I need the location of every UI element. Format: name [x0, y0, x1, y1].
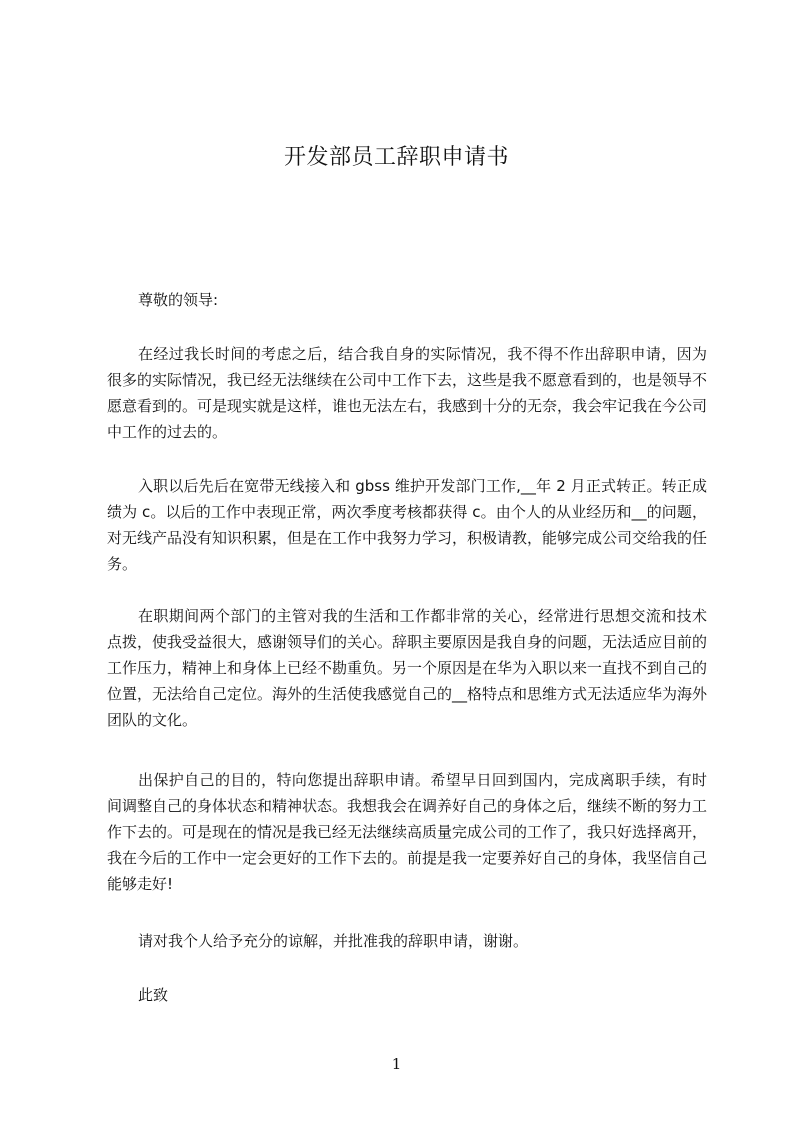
paragraph-1: 在经过我长时间的考虑之后，结合我自身的实际情况，我不得不作出辞职申请，因为很多的实际情况，我已经无法继续在公司中工作下去，这些是我不愿意看到的，也是领导不愿意看到的。可是现实就是这样，谁也无法左右，我感到十分的无奈，我会牢记我在今公司中工作的过去的。	[107, 345, 708, 441]
paragraph-2: 入职以后先后在宽带无线接入和 gbss 维护开发部门工作,__年 2 月正式转正。转正成绩为 c。以后的工作中表现正常，两次季度考核都获得 c。由个人的从业经历和__的问题，对无线产品没有知识积累，但是在工作中我努力学习，积极请教，能够完成公司交给我的任务。	[107, 477, 708, 573]
paragraph-5: 请对我个人给予充分的谅解，并批准我的辞职申请，谢谢。	[138, 932, 529, 950]
salutation: 尊敬的领导:	[138, 291, 219, 309]
paragraph-3: 在职期间两个部门的主管对我的生活和工作都非常的关心，经常进行思想交流和技术点拨，使我受益很大，感谢领导们的关心。辞职主要原因是我自身的问题，无法适应目前的工作压力，精神上和身体上已经不勘重负。另一个原因是在华为入职以来一直找不到自己的位置，无法给自己定位。海外的生活使我感觉自己的__格特点和思维方式无法适应华为海外团队的文化。	[107, 607, 708, 729]
closing-line: 此致	[138, 986, 169, 1004]
document-title: 开发部员工辞职申请书	[283, 145, 509, 170]
page-number: 1	[391, 1055, 402, 1073]
paragraph-4: 出保护自己的目的，特向您提出辞职申请。希望早日回到国内，完成离职手续，有时间调整自己的身体状态和精神状态。我想我会在调养好自己的身体之后，继续不断的努力工作下去的。可是现在的情况是我已经无法继续高质量完成公司的工作了，我只好选择离开，我在今后的工作中一定会更好的工作下去的。前提是我一定要养好自己的身体，我坚信自己能够走好!	[107, 771, 708, 893]
